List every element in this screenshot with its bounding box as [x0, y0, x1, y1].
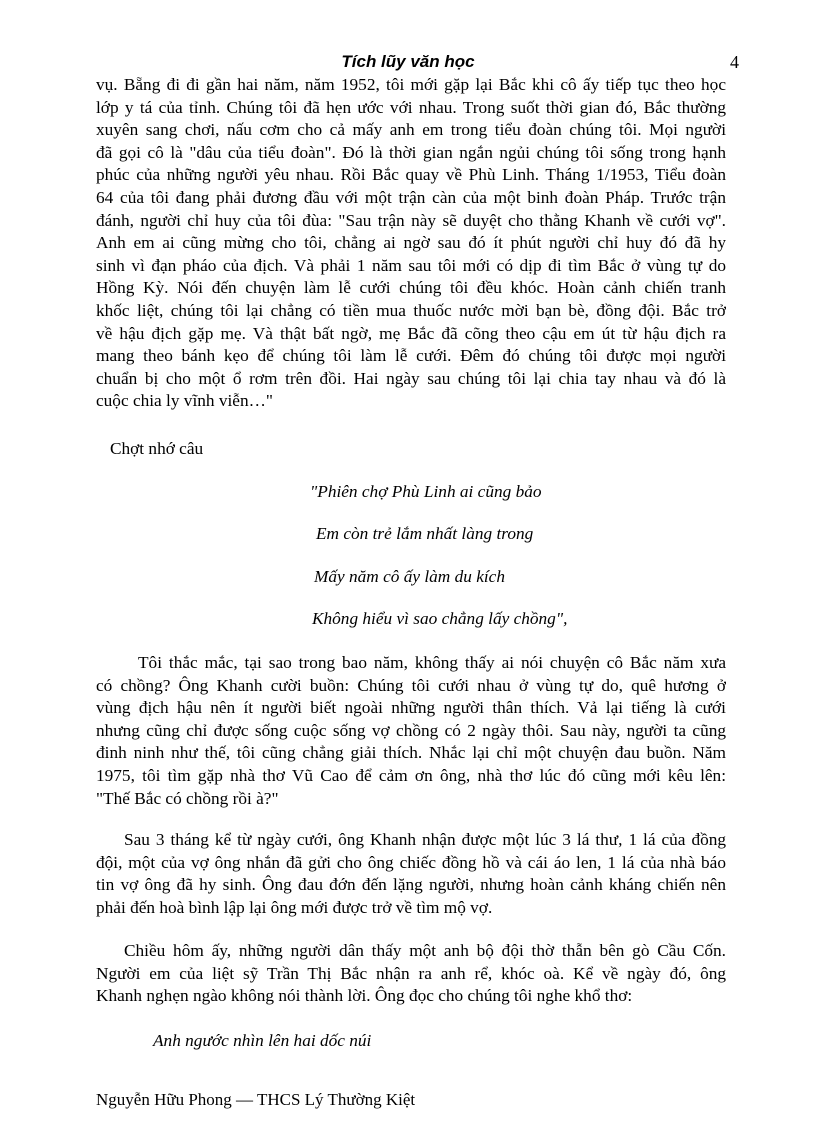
text-line: 64 của tôi đang phải đương đầu với một trận càn của một binh đoàn Pháp. Trước trận — [96, 187, 726, 207]
text-line: Khanh nghẹn ngào không nói thành lời. Ông đọc cho chúng tôi nghe khổ thơ: — [96, 986, 633, 1006]
text-line: xuyên sang chơi, nấu cơm cho cả mấy anh em trong tiểu đoàn chúng tôi. Mọi người — [96, 120, 726, 140]
poem-line: "Phiên chợ Phù Linh ai cũng bảo — [310, 482, 542, 501]
poem-line: Mấy năm cô ấy làm du kích — [314, 567, 505, 586]
page-header-title: Tích lũy văn học — [341, 52, 475, 71]
text-line: về hậu địch gặp mẹ. Và thật bất ngờ, mẹ Bắc đã cõng theo cậu em út từ hậu địch ra — [96, 323, 726, 343]
text-line: Người em của liệt sỹ Trần Thị Bắc nhận ra anh rể, khóc oà. Kể về ngày đó, ông — [96, 963, 726, 983]
text-line: đánh, người chỉ huy của tôi đùa: "Sau trận này sẽ duyệt cho thằng Khanh về cưới vợ". — [96, 210, 726, 230]
page-footer: Nguyễn Hữu Phong — THCS Lý Thường Kiệt — [96, 1090, 416, 1109]
text-line: Sau 3 tháng kể từ ngày cưới, ông Khanh nhận được một lúc 3 lá thư, 1 lá của đồng — [124, 830, 726, 849]
text-line: cuộc chia ly vĩnh viễn…" — [96, 391, 273, 411]
text-line: vùng địch hậu nên ít người biết ngoài những người thân thích. Vả lại tiếng là cưới — [96, 698, 726, 718]
text-line: tin vợ ông đã hy sinh. Ông đau đớn đến lặng người, nhưng hoàn cảnh kháng chiến nên — [96, 875, 726, 895]
text-line: 1975, tôi tìm gặp nhà thơ Vũ Cao để cảm ơn ông, nhà thơ lúc đó cũng mới kêu lên: — [96, 765, 726, 785]
text-line: Tôi thắc mắc, tại sao trong bao năm, không thấy ai nói chuyện cô Bắc năm xưa — [138, 653, 726, 672]
paragraph-4 — [96, 940, 726, 1008]
text-line: mang theo bánh kẹo để chúng tôi làm lễ cưới. Đêm đó chúng tôi được mọi người — [96, 346, 726, 366]
page-number: 4 — [730, 52, 739, 72]
text-line: đinh ninh như thế, tôi cũng chẳng giải thích. Nhắc lại chỉ một chuyện đau buồn. Năm — [96, 743, 726, 763]
paragraph-3 — [96, 829, 726, 919]
text-line: Hồng Kỳ. Nói đến chuyện làm lễ cưới chúng tôi đều khóc. Hoàn cảnh chiến tranh — [96, 278, 726, 298]
text-line: Chiều hôm ấy, những người dân thấy một anh bộ đội thờ thẫn bên gò Cầu Cốn. — [124, 941, 726, 960]
text-line: lớp y tá của tỉnh. Chúng tôi đã hẹn ước với nhau. Trong suốt thời gian đó, Bắc thường — [96, 97, 726, 117]
text-line: "Thế Bắc có chồng rồi à?" — [96, 788, 279, 808]
text-line: đội, một của vợ ông nhắn đã gửi cho ông chiếc đồng hồ và cái áo len, 1 lá của nhà báo — [96, 852, 726, 872]
verse-line: Anh ngước nhìn lên hai dốc núi — [153, 1031, 372, 1050]
text-line: nhưng cũng chỉ được sống cuộc sống vợ chồng có 2 ngày thôi. Sau này, người ta cũng — [96, 720, 726, 740]
poem-line: Không hiểu vì sao chẳng lấy chồng", — [312, 609, 568, 628]
text-line: phải đến hoà bình lập lại ông mới được trở về tìm mộ vợ. — [96, 897, 493, 917]
text-line: vụ. Bẵng đi đi gần hai năm, năm 1952, tôi mới gặp lại Bắc khi cô ấy tiếp tục theo học — [96, 75, 726, 94]
intro-line: Chợt nhớ câu — [110, 439, 204, 458]
text-line: sinh vì đạn pháo của địch. Và phải 1 năm sau tôi mới có dịp đi tìm Bắc ở vùng tự do — [96, 255, 726, 275]
text-line: khốc liệt, chúng tôi lại chẳng có tiền mua thuốc nước mời bạn bè, đồng đội. Bắc trở — [96, 300, 726, 320]
text-line: Anh em ai cũng mừng cho tôi, chẳng ai ngờ sau đó ít phút người chỉ huy đó đã hy — [96, 233, 726, 253]
text-line: có chồng? Ông Khanh cười buồn: Chúng tôi cưới nhau ở vùng tự do, quê hương ở — [96, 675, 726, 695]
poem-line: Em còn trẻ lắm nhất làng trong — [316, 524, 534, 543]
paragraph-1 — [96, 74, 726, 413]
text-line: đã gọi cô là "dâu của tiểu đoàn". Đó là thời gian ngắn ngủi chúng tôi sống trong hạnh — [96, 142, 726, 162]
text-line: chuẩn bị cho một ổ rơm trên đồi. Hai ngày sau chúng tôi lại chia tay nhau và đó là — [96, 368, 726, 388]
paragraph-2 — [96, 652, 726, 810]
text-line: phúc của những người yêu nhau. Rồi Bắc quay về Phù Linh. Tháng 1/1953, Tiểu đoàn — [96, 165, 726, 185]
